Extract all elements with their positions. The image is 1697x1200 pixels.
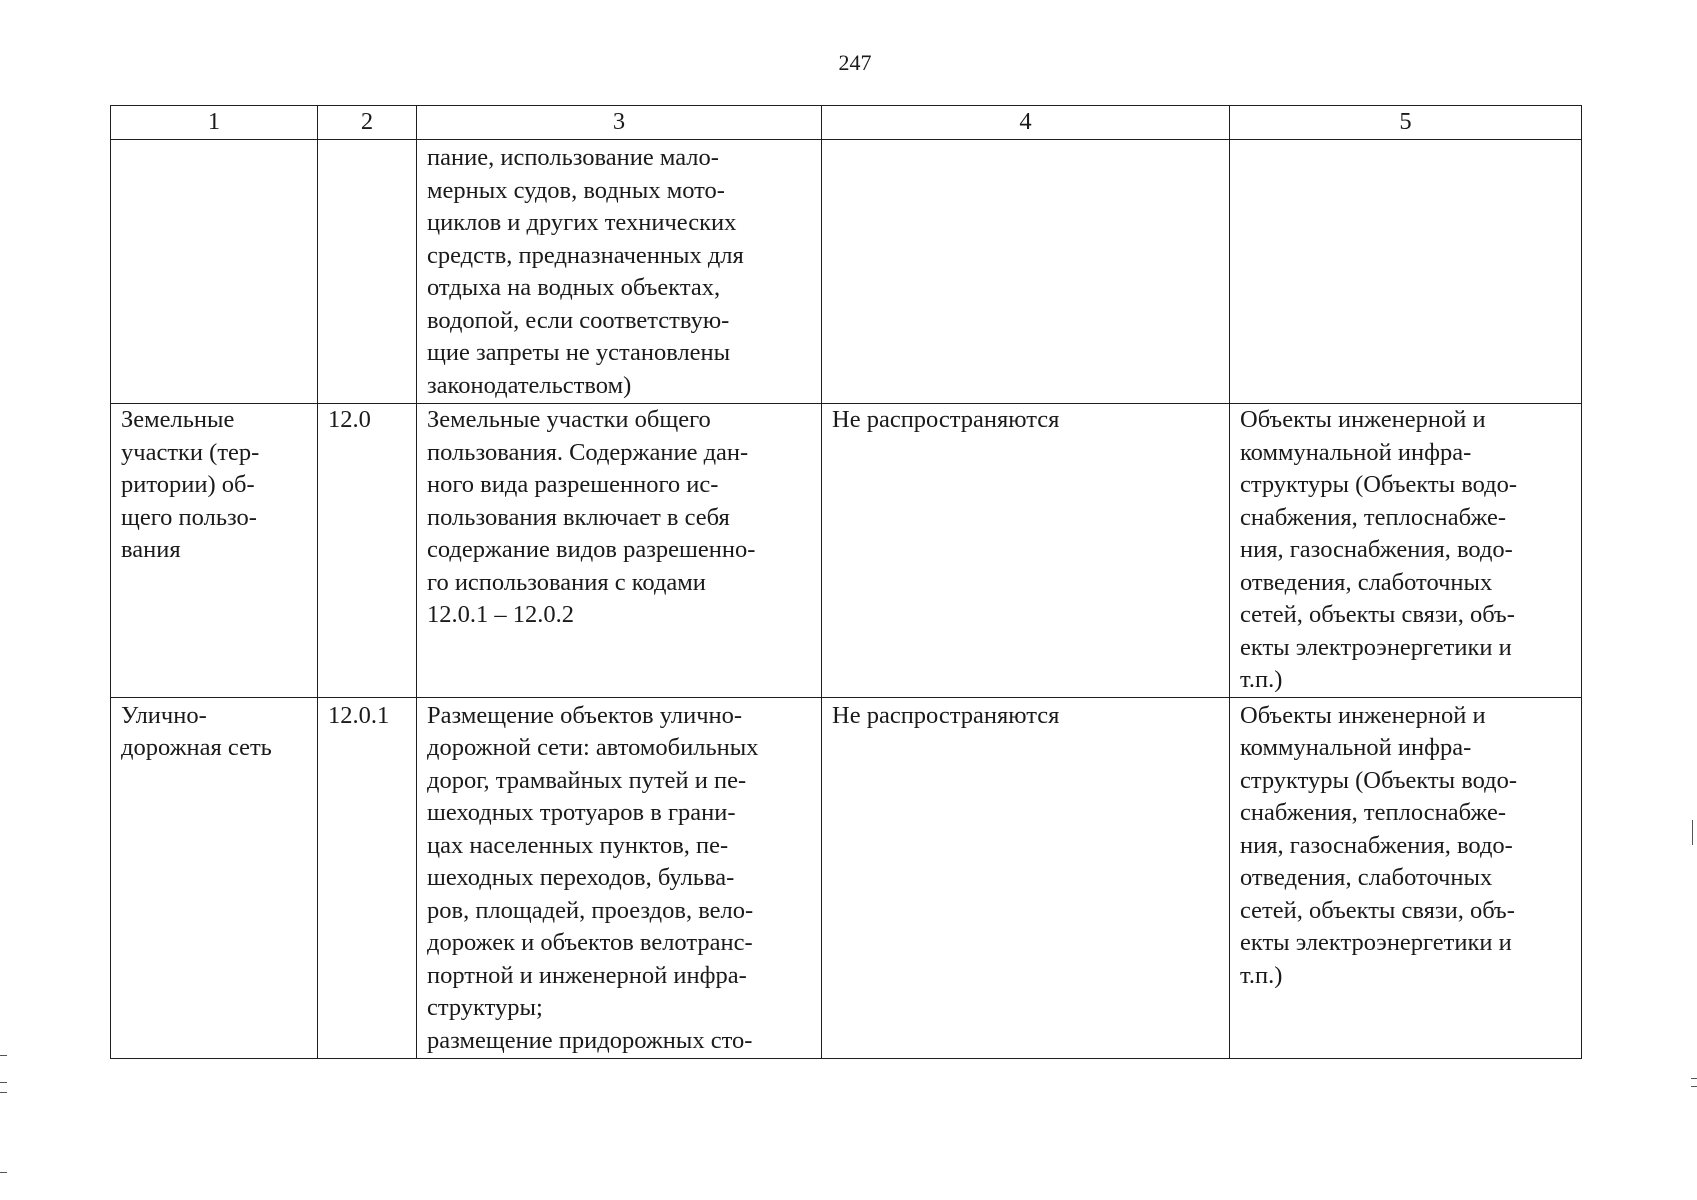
name-line: щего пользо- [121,503,257,531]
scan-edge-mark [1691,1086,1697,1087]
table-row [111,140,1582,404]
use-description-cell [417,140,822,404]
name-line: дорожная сеть [121,734,272,761]
table-row [111,404,1582,698]
objects-line: отведения, слаботочных [1240,568,1493,596]
objects-line: т.п.) [1240,666,1283,693]
use-code-cell: 12.0.1 [318,697,417,1058]
header-row [111,106,1582,140]
column-header-2: 2 [318,106,417,140]
description-line: дорожной сети: автомобильных [427,734,759,761]
page-number: 247 [838,50,872,75]
use-description-cell [417,697,822,1058]
name-line: Земельные [121,406,235,433]
objects-line: снабжения, теплоснабже- [1240,503,1507,531]
objects-line: Объекты инженерной и [1240,701,1486,729]
description-line: пание, использование мало- [427,144,719,171]
description-line: ров, площадей, проездов, вело- [427,896,754,924]
name-line: участки (тер- [121,438,260,466]
objects-line: ния, газоснабжения, водо- [1240,536,1513,563]
objects-line: снабжения, теплоснабже- [1240,799,1507,826]
scan-edge-mark [0,1172,7,1173]
use-name-cell [111,697,318,1058]
description-line: пользования включает в себя [427,503,730,531]
description-line: водопой, если соответствую- [427,306,730,334]
land-use-table [110,105,1582,1059]
objects-line: структуры (Объекты водо- [1240,471,1518,498]
parameters-cell: Не распространяются [822,697,1230,1058]
description-line: щие запреты не установлены [427,339,731,366]
description-line: содержание видов разрешенно- [427,536,756,563]
parameters-cell [822,140,1230,404]
description-line: дорог, трамвайных путей и пе- [427,766,747,794]
objects-cell [1230,697,1582,1058]
use-name-cell [111,140,318,404]
objects-line: екты электроэнергетики и [1240,929,1512,956]
description-line: пользования. Содержание дан- [427,438,749,466]
scan-edge-mark [0,1082,7,1083]
description-line: 12.0.1 – 12.0.2 [427,601,574,628]
use-description-cell [417,404,822,698]
description-line: отдыха на водных объектах, [427,274,721,301]
description-line: структуры; [427,994,543,1021]
table-row [111,697,1582,1058]
scan-edge-mark [1691,1078,1697,1079]
scan-edge-mark [0,1092,7,1093]
name-line: ритории) об- [121,471,255,498]
objects-cell [1230,404,1582,698]
objects-line: Объекты инженерной и [1240,406,1486,433]
objects-line: екты электроэнергетики и [1240,633,1512,661]
description-line: средств, предназначенных для [427,241,744,269]
use-name-cell [111,404,318,698]
description-line: шеходных тротуаров в грани- [427,799,736,826]
description-line: мерных судов, водных мото- [427,176,725,204]
objects-line: коммунальной инфра- [1240,734,1472,761]
column-header-3: 3 [417,106,822,140]
description-line: циклов и других технических [427,209,737,236]
scan-edge-mark [1692,820,1693,845]
description-line: ного вида разрешенного ис- [427,471,719,498]
description-line: шеходных переходов, бульва- [427,864,735,891]
use-code-cell: 12.0 [318,404,417,698]
use-code-cell [318,140,417,404]
description-line: го использования с кодами [427,568,706,596]
objects-cell [1230,140,1582,404]
column-header-1: 1 [111,106,318,140]
description-line: размещение придорожных сто- [427,1026,753,1054]
objects-line: ния, газоснабжения, водо- [1240,831,1513,859]
objects-line: сетей, объекты связи, объ- [1240,896,1515,924]
description-line: Земельные участки общего [427,406,711,433]
column-header-5: 5 [1230,106,1582,140]
objects-line: сетей, объекты связи, объ- [1240,601,1515,628]
description-line: законодательством) [427,371,632,399]
description-line: портной и инженерной инфра- [427,961,747,989]
objects-line: отведения, слаботочных [1240,864,1493,891]
objects-line: т.п.) [1240,961,1283,989]
description-line: цах населенных пунктов, пе- [427,831,729,859]
objects-line: структуры (Объекты водо- [1240,766,1518,794]
description-line: дорожек и объектов велотранс- [427,929,753,956]
scan-edge-mark [0,1055,7,1056]
description-line: Размещение объектов улично- [427,701,743,729]
name-line: вания [121,536,181,563]
parameters-cell: Не распространяются [822,404,1230,698]
objects-line: коммунальной инфра- [1240,438,1472,466]
name-line: Улично- [121,701,207,729]
column-header-4: 4 [822,106,1230,140]
